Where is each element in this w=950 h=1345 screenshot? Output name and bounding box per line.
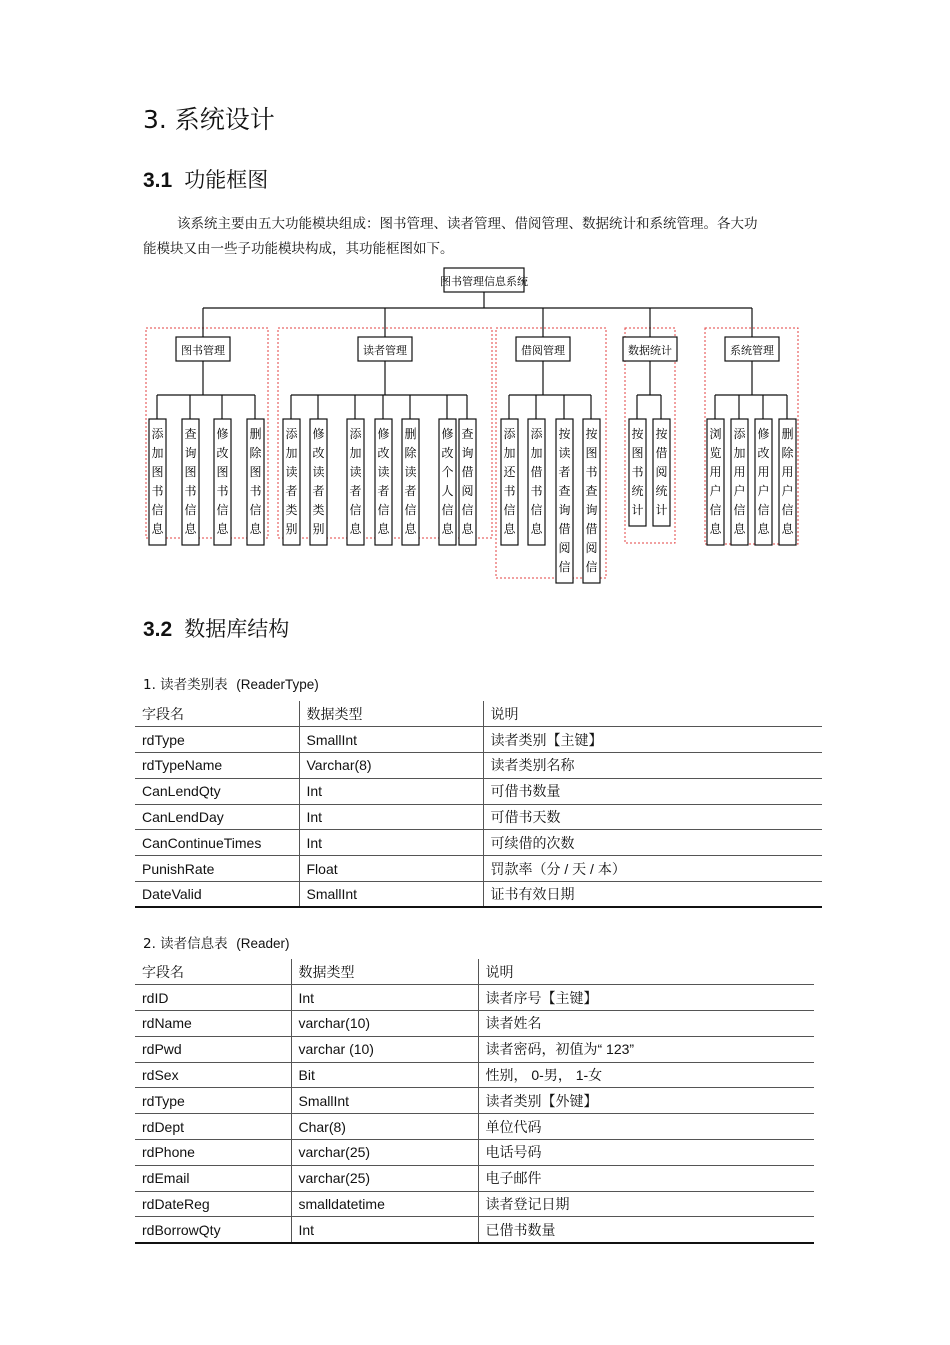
table-row [135,830,822,856]
submodule-label: 修改读者信息 [377,427,390,536]
table-cell: Int [291,1217,478,1243]
table-cell: 单位代码 [478,1114,814,1140]
table1-caption-en: (ReaderType) [236,677,319,692]
submodule-label: 添加读者类别 [285,427,298,536]
table-cell: 读者序号【主键】 [478,985,814,1011]
table-cell: 可借书天数 [483,804,822,830]
header-cell: 说明 [483,701,822,727]
table-cell: varchar(10) [291,1011,478,1037]
submodule-label: 删除读者信息 [404,427,417,536]
table-row [135,778,822,804]
table-cell: CanContinueTimes [135,830,299,856]
submodule-label: 查询图书信息 [184,427,197,536]
submodule-node [347,419,364,545]
table-row [135,727,822,753]
submodule-label: 按图书查询借阅信 [585,427,598,574]
table-cell: 电子邮件 [478,1165,814,1191]
table-cell: rdSex [135,1062,291,1088]
table-cell: smalldatetime [291,1191,478,1217]
table-cell: 证书有效日期 [483,882,822,908]
submodule-node [283,419,300,545]
section-number: 3.1 [143,169,173,192]
header-cell: 数据类型 [291,959,478,985]
section-heading-db-structure [143,613,289,643]
table-row [135,1114,814,1140]
submodule-label: 按借阅统计 [655,427,668,517]
submodule-node [755,419,772,545]
submodule-label: 修改图书信息 [216,427,229,536]
table-cell: rdName [135,1011,291,1037]
submodule-label: 浏览用户信息 [709,427,722,536]
submodule-node [501,419,518,545]
submodule-node [402,419,419,545]
table-cell: rdType [135,1088,291,1114]
submodule-node [247,419,264,545]
table-row [135,1217,814,1243]
module-4 [623,308,677,543]
table-cell: rdPwd [135,1036,291,1062]
module-label: 图书管理 [181,344,225,357]
table-cell: rdTypeName [135,753,299,779]
module-label: 数据统计 [628,344,672,357]
section-number: 3.2 [143,618,173,641]
table-row [135,1140,814,1166]
submodule-label: 按图书统计 [631,427,644,517]
table-cell: Int [291,985,478,1011]
submodule-node [731,419,748,545]
submodule-label: 按读者查询借阅信 [558,427,571,574]
section-title: 功能框图 [184,168,269,192]
table-cell: varchar (10) [291,1036,478,1062]
reader-type-table [135,701,822,908]
submodule-node [459,419,476,545]
table-cell: 可续借的次数 [483,830,822,856]
table-row [135,985,814,1011]
table-cell: rdDateReg [135,1191,291,1217]
submodule-label: 添加图书信息 [151,427,164,536]
table-cell: 读者姓名 [478,1011,814,1037]
submodule-node [182,419,199,545]
reader-info-table [135,959,814,1244]
submodule-node [310,419,327,545]
table-cell: CanLendDay [135,804,299,830]
module-3 [496,308,606,583]
submodule-label: 删除图书信息 [249,427,262,536]
table-cell: 读者密码，初值为“ 123” [478,1036,814,1062]
table-cell: 读者类别名称 [483,753,822,779]
section-title: 数据库结构 [184,617,290,641]
table-row [135,753,822,779]
table-row [135,1011,814,1037]
submodule-node [375,419,392,545]
submodule-label: 添加读者信息 [349,427,362,536]
table2-caption-en: (Reader) [236,936,290,951]
table-cell: 性别， 0-男， 1-女 [478,1062,814,1088]
submodule-label: 修改个人信息 [441,427,454,536]
table2-caption-text: 2. 读者信息表 [143,936,228,952]
table-row [135,856,822,882]
root-label: 图书管理信息系统 [440,275,528,288]
submodule-node [214,419,231,545]
submodule-label: 查询借阅信息 [461,427,474,536]
table-row [135,882,822,908]
submodule-node [629,419,646,526]
table2-caption [143,932,290,952]
submodule-label: 添加借书信息 [530,427,543,536]
header-cell: 数据类型 [299,701,483,727]
table-cell: 可借书数量 [483,778,822,804]
chapter-heading: 3. 系统设计 [143,105,275,134]
table-row [135,804,822,830]
submodule-node [439,419,456,545]
table-row [135,1191,814,1217]
function-block-diagram [0,262,950,587]
table-cell: Int [299,830,483,856]
table-cell: 读者类别【外键】 [478,1088,814,1114]
table-cell: Bit [291,1062,478,1088]
table-cell: rdBorrowQty [135,1217,291,1243]
table-cell: varchar(25) [291,1140,478,1166]
intro-paragraph: 该系统主要由五大功能模块组成：图书管理、读者管理、借阅管理、数据统计和系统管理。各大功能模块又由一些子功能模块构成，其功能框图如下。 [143,216,758,257]
table-row [135,1036,814,1062]
module-label: 系统管理 [730,344,774,357]
submodule-node [149,419,166,545]
table-row [135,1062,814,1088]
table-cell: 电话号码 [478,1140,814,1166]
submodule-node [779,419,796,545]
section-heading-function-diagram [143,164,268,194]
table-cell: rdID [135,985,291,1011]
submodule-label: 添加还书信息 [503,427,516,536]
table-row [135,1165,814,1191]
table-header-row [135,959,814,985]
table-cell: Float [299,856,483,882]
diagram-root-node [440,268,528,292]
table-cell: rdDept [135,1114,291,1140]
table-cell: 读者登记日期 [478,1191,814,1217]
submodule-label: 修改用户信息 [757,427,770,536]
submodule-node [707,419,724,545]
table-cell: 读者类别【主键】 [483,727,822,753]
table-header-row [135,701,822,727]
table-cell: 已借书数量 [478,1217,814,1243]
submodule-label: 添加用户信息 [733,427,746,536]
table-cell: rdEmail [135,1165,291,1191]
table-cell: Int [299,804,483,830]
table1-caption [143,673,319,693]
submodule-label: 删除用户信息 [781,427,794,536]
table-cell: SmallInt [299,727,483,753]
module-label: 借阅管理 [521,344,565,357]
header-cell: 字段名 [135,959,291,985]
table-cell: rdType [135,727,299,753]
module-2 [278,308,492,545]
table-cell: CanLendQty [135,778,299,804]
submodule-node [556,419,573,583]
header-cell: 字段名 [135,701,299,727]
submodule-node [528,419,545,545]
table-cell: 罚款率（分 / 天 / 本） [483,856,822,882]
table1-caption-text: 1. 读者类别表 [143,677,228,693]
module-5 [705,308,798,545]
table-row [135,1088,814,1114]
submodule-node [583,419,600,583]
module-label: 读者管理 [363,344,407,357]
table-cell: Varchar(8) [299,753,483,779]
table-cell: Int [299,778,483,804]
table-cell: DateValid [135,882,299,908]
table-cell: PunishRate [135,856,299,882]
table-cell: SmallInt [291,1088,478,1114]
table-cell: rdPhone [135,1140,291,1166]
submodule-label: 修改读者类别 [312,427,325,536]
header-cell: 说明 [478,959,814,985]
table-cell: varchar(25) [291,1165,478,1191]
table-cell: SmallInt [299,882,483,908]
module-1 [146,308,268,545]
table-cell: Char(8) [291,1114,478,1140]
submodule-node [653,419,670,526]
